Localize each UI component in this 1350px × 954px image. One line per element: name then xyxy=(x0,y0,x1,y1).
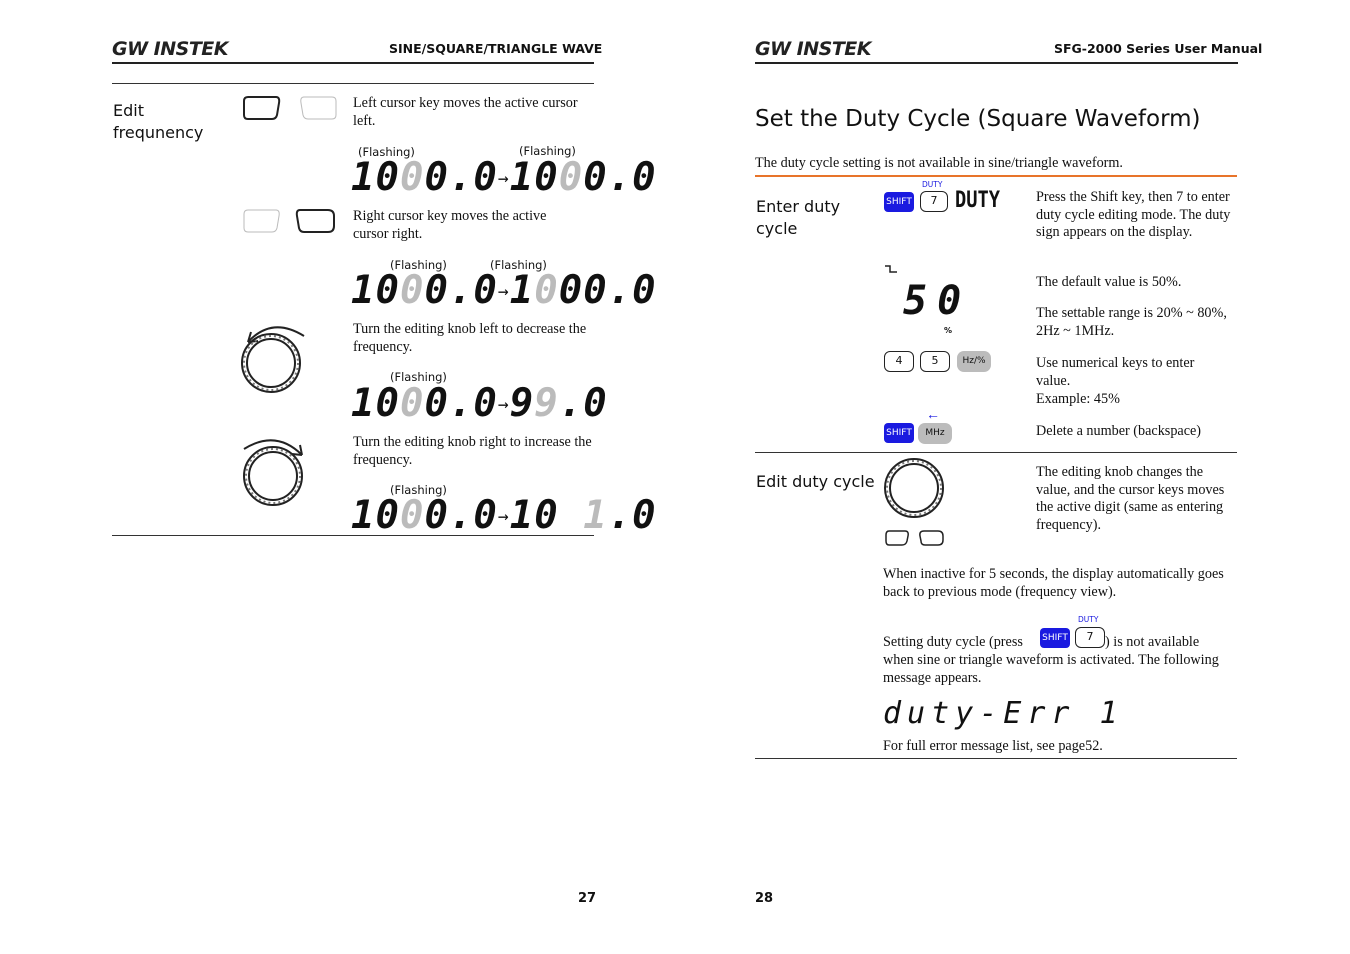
header-rule xyxy=(755,62,1238,64)
duty-indicator: DUTY xyxy=(955,188,1001,213)
duty-key-label: DUTY xyxy=(1078,615,1099,624)
header-rule xyxy=(112,62,594,64)
accent-rule xyxy=(755,175,1237,177)
page-number: 28 xyxy=(755,891,774,906)
frequency-display: 1000.0→1000.0 xyxy=(351,155,657,200)
duty-display: 50 xyxy=(903,278,972,324)
step-text: Right cursor key moves the active cursor right. xyxy=(353,208,547,242)
cursor-keys-icon xyxy=(884,529,946,547)
shift-key: SHIFT xyxy=(884,423,914,443)
step-text: Turn the editing knob left to decrease the frequency. xyxy=(353,321,587,355)
frequency-display: 1000.0→1000.0 xyxy=(351,268,657,313)
enter-text: Example: 45% xyxy=(1036,391,1120,407)
setting-note-continued: when sine or triangle waveform is activated. The following message appears. xyxy=(883,652,1219,686)
section-divider xyxy=(755,452,1237,453)
flashing-label: (Flashing) xyxy=(390,483,447,497)
four-key: 4 xyxy=(884,351,914,372)
frequency-display: 1000.0→99.0 xyxy=(351,381,608,426)
five-key: 5 xyxy=(920,351,950,372)
flashing-label: (Flashing) xyxy=(519,144,576,158)
enter-text: Press the Shift key, then 7 to enter duty cycle editing mode. The duty sign appears on the display. xyxy=(1036,189,1231,240)
section-title-edit-duty: Edit duty cycle xyxy=(756,472,875,491)
page-number: 27 xyxy=(578,891,597,906)
inactive-note: When inactive for 5 seconds, the display automatically goes back to previous mode (frequency view). xyxy=(883,566,1224,600)
error-display: duty-Err 1 xyxy=(883,696,1124,731)
flashing-label: (Flashing) xyxy=(358,145,415,159)
flashing-label: (Flashing) xyxy=(490,258,547,272)
section-bottom-rule xyxy=(112,535,594,536)
brand-logo: GW INSTEK xyxy=(755,38,871,60)
page-title: Set the Duty Cycle (Square Waveform) xyxy=(755,106,1201,132)
editing-knob-icon xyxy=(883,457,947,521)
flashing-label: (Flashing) xyxy=(390,370,447,384)
back-arrow-icon: ← xyxy=(926,408,940,423)
frequency-display: 1000.0→10 1.0 xyxy=(351,493,657,538)
seven-key: 7 xyxy=(1075,627,1105,648)
enter-text: Use numerical keys to enter value. xyxy=(1036,355,1195,389)
intro-text: The duty cycle setting is not available in sine/triangle waveform. xyxy=(755,155,1123,171)
error-note: For full error message list, see page52. xyxy=(883,738,1103,754)
hz-percent-key: Hz/% xyxy=(957,351,991,372)
step-text: Turn the editing knob right to increase the frequency. xyxy=(353,434,592,468)
percent-sign: % xyxy=(944,326,953,335)
seven-key: 7 xyxy=(920,191,948,212)
knob-left-icon xyxy=(238,320,310,395)
step-text: Left cursor key moves the active cursor left. xyxy=(353,95,578,129)
right-cursor-key-icon xyxy=(242,208,338,234)
knob-right-icon xyxy=(238,433,310,508)
section-title-enter-duty: Enter duty cycle xyxy=(756,197,841,238)
mhz-key: MHz xyxy=(918,423,952,444)
enter-text: The default value is 50%. xyxy=(1036,274,1182,290)
brand-logo: GW INSTEK xyxy=(112,38,228,60)
edit-text: The editing knob changes the value, and the cursor keys moves the active digit (same as entering frequency). xyxy=(1036,464,1225,533)
running-header: SFG-2000 Series User Manual xyxy=(1054,41,1263,56)
setting-note-start: Setting duty cycle (press xyxy=(883,634,1023,650)
section-title-edit-frequency: Edit frequnency xyxy=(113,101,204,142)
shift-key: SHIFT xyxy=(884,192,914,212)
section-bottom-rule xyxy=(755,758,1237,759)
duty-key-label: DUTY xyxy=(922,180,943,189)
running-header: SINE/SQUARE/TRIANGLE WAVE xyxy=(389,41,603,56)
square-wave-icon xyxy=(884,264,898,274)
enter-text: The settable range is 20% ~ 80%, 2Hz ~ 1MHz. xyxy=(1036,305,1227,339)
enter-text: Delete a number (backspace) xyxy=(1036,423,1202,439)
setting-note-end: ) is not available xyxy=(1105,634,1200,650)
flashing-label: (Flashing) xyxy=(390,258,447,272)
shift-key: SHIFT xyxy=(1040,628,1070,648)
left-cursor-key-icon xyxy=(242,95,338,121)
section-top-rule xyxy=(112,83,594,84)
